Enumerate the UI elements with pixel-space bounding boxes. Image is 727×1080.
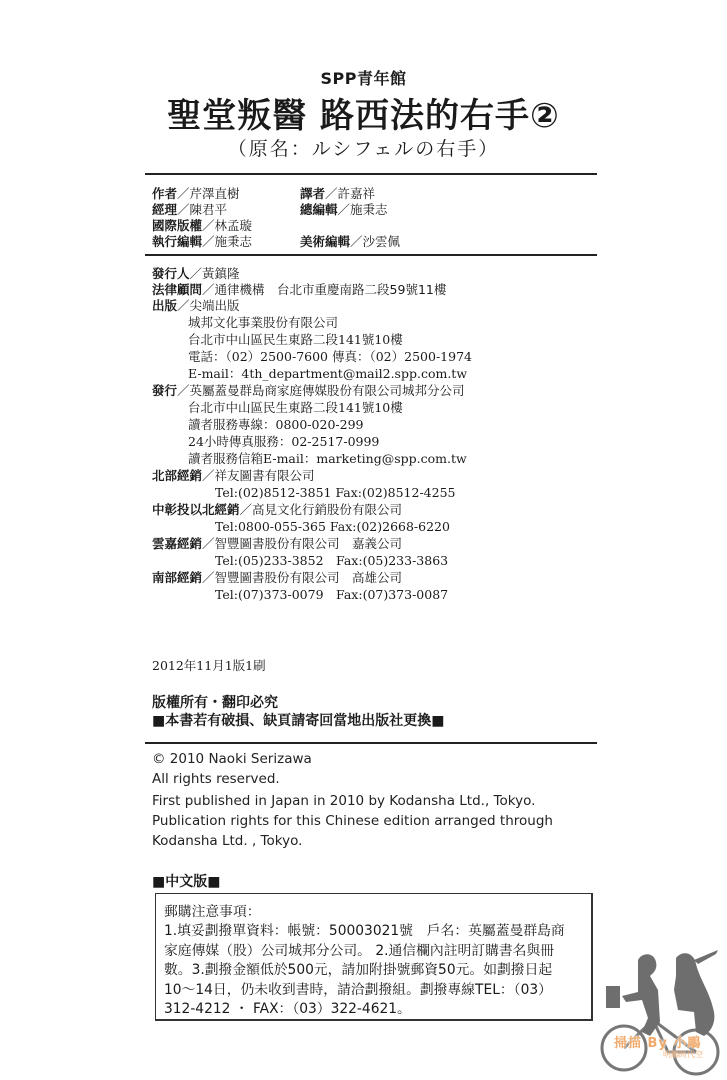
dealer-value: 祥友圖書有限公司 [214,468,315,483]
slash: ／ [239,502,253,517]
slash: ／ [177,202,190,217]
order-notice-line: 家庭傳媒（股）公司城邦分公司。 2.通信欄內註明訂購書名與冊 [164,942,555,959]
publish-line [152,298,240,314]
credit-editor-in-chief [300,202,388,218]
credit-international-rights [152,218,252,234]
credit-name: 陳君平 [189,202,228,217]
slash: ／ [177,186,190,201]
credit-art-editor [300,234,400,250]
dealer-south [152,570,402,586]
credit-name: 芹澤直樹 [189,186,240,201]
order-notice-line: 10～14日，仍未收到書時，請洽劃撥組。劃撥專線TEL：（03） [164,981,552,998]
credit-name: 林孟璇 [214,218,253,233]
reader-service-line: 讀者服務專線：0800-020-299 [188,417,364,432]
distribute-address: 台北市中山區民生東路二段141號10樓 [188,400,403,415]
edition-date: 2012年11月1版1刷 [152,658,266,673]
dealer-value: 高見文化行銷股份有限公司 [252,502,403,517]
slash: ／ [177,298,190,313]
credit-executive-editor [152,234,252,250]
credit-role: 執行編輯 [152,234,203,249]
divider-credits [145,254,597,256]
first-published-line: First published in Japan in 2010 by Kodansha Ltd., Tokyo. [152,793,536,809]
dealer-label: 南部經銷 [152,570,203,585]
dealer-north-contact: Tel:(02)8512-3851 Fax:(02)8512-4255 [215,485,456,500]
credit-role: 作者 [152,186,178,201]
slash: ／ [202,468,215,483]
dealer-value: 智豐圖書股份有限公司 高雄公司 [214,570,403,585]
credit-role: 經理 [152,202,178,217]
credit-name: 施秉志 [214,234,253,249]
dealer-label: 中彰投以北經銷 [152,502,240,517]
fax-service-line: 24小時傳真服務：02-2517-0999 [188,434,380,449]
issuer-line [152,266,240,282]
rights-reserved: 版權所有・翻印必究 [152,695,278,711]
mail-order-notice-box [155,893,593,1021]
slash: ／ [189,266,203,281]
slash: ／ [202,570,215,585]
dealer-central-contact: Tel:0800-055-365 Fax:(02)2668-6220 [215,519,450,534]
publish-email: E-mail：4th_department@mail2.spp.com.tw [188,366,468,381]
credit-author [152,186,240,202]
slash: ／ [177,383,190,398]
original-title: （原名：ルシフェルの右手） [227,138,500,160]
dealer-chiayi [152,536,402,552]
slash: ／ [350,234,363,249]
distribute-value: 英屬蓋曼群島商家庭傳媒股份有限公司城邦分公司 [189,383,465,398]
slash: ／ [202,218,215,233]
publish-company: 城邦文化事業股份有限公司 [188,315,339,330]
legal-label: 法律顧問 [152,282,203,297]
publish-phone-fax: 電話：（02）2500-7600 傳真：（02）2500-1974 [188,349,472,364]
order-notice-line: 312-4212 ・ FAX：（03）322-4621。 [164,1001,411,1018]
dealer-south-contact: Tel:(07)373-0079 Fax:(07)373-0087 [215,587,449,602]
distribute-label: 發行 [152,383,178,398]
issuer-value: 黃鎮隆 [202,266,240,281]
scan-credit-watermark: 掃描 By 小鵰 [614,1036,702,1051]
slash: ／ [202,234,215,249]
book-title: 聖堂叛醫 路西法的右手② [167,96,560,136]
slash: ／ [202,282,215,297]
divider-rights [145,742,597,744]
publish-address: 台北市中山區民生東路二段141號10樓 [188,332,403,347]
credit-manager [152,202,227,218]
legal-line [152,282,446,298]
legal-value: 通律機構 台北市重慶南路二段59號11樓 [214,282,447,297]
credit-role: 國際版權 [152,218,203,233]
reader-service-email: 讀者服務信箱E-mail：marketing@spp.com.tw [188,451,467,466]
imprint-label: SPP青年館 [320,69,407,88]
dealer-chiayi-contact: Tel:(05)233-3852 Fax:(05)233-3863 [215,553,449,568]
slash: ／ [337,202,351,217]
damage-replacement-notice: ■本書若有破損、缺頁請寄回當地出版社更換■ [152,713,445,729]
all-rights-line: All rights reserved. [152,771,280,787]
credit-role: 譯者 [300,186,326,201]
distribute-line [152,383,465,399]
kodansha-line: Kodansha Ltd. , Tokyo. [152,833,303,849]
credit-name: 沙雲佩 [362,234,401,249]
publish-label: 出版 [152,298,178,313]
credit-translator [300,186,375,202]
credit-name: 許嘉祥 [337,186,376,201]
divider-top [145,173,597,175]
credit-role: 美術編輯 [300,234,351,249]
publish-value: 尖端出版 [189,298,240,313]
dealer-north [152,468,315,484]
chinese-edition-label: ■中文版■ [152,874,221,890]
credit-name: 施秉志 [350,202,388,217]
publication-rights-line: Publication rights for this Chinese edition arranged through [152,813,553,829]
order-notice-title: 郵購注意事項： [164,904,261,920]
scan-group-watermark: 明鵰時代空 [663,1050,703,1059]
copyright-line: © 2010 Naoki Serizawa [152,751,312,767]
slash: ／ [202,536,215,551]
dealer-label: 雲嘉經銷 [152,536,203,551]
slash: ／ [325,186,338,201]
issuer-label: 發行人 [152,266,190,281]
dealer-value: 智豐圖書股份有限公司 嘉義公司 [214,536,403,551]
order-notice-line: 1.填妥劃撥單資料：帳號：50003021號 戶名：英屬蓋曼群島商 [164,923,565,940]
dealer-label: 北部經銷 [152,468,203,483]
dealer-central [152,502,402,518]
order-notice-line: 數。3.劃撥金額低於500元，請加附掛號郵資50元。如劃撥日起 [164,962,553,979]
credit-role: 總編輯 [300,202,338,217]
